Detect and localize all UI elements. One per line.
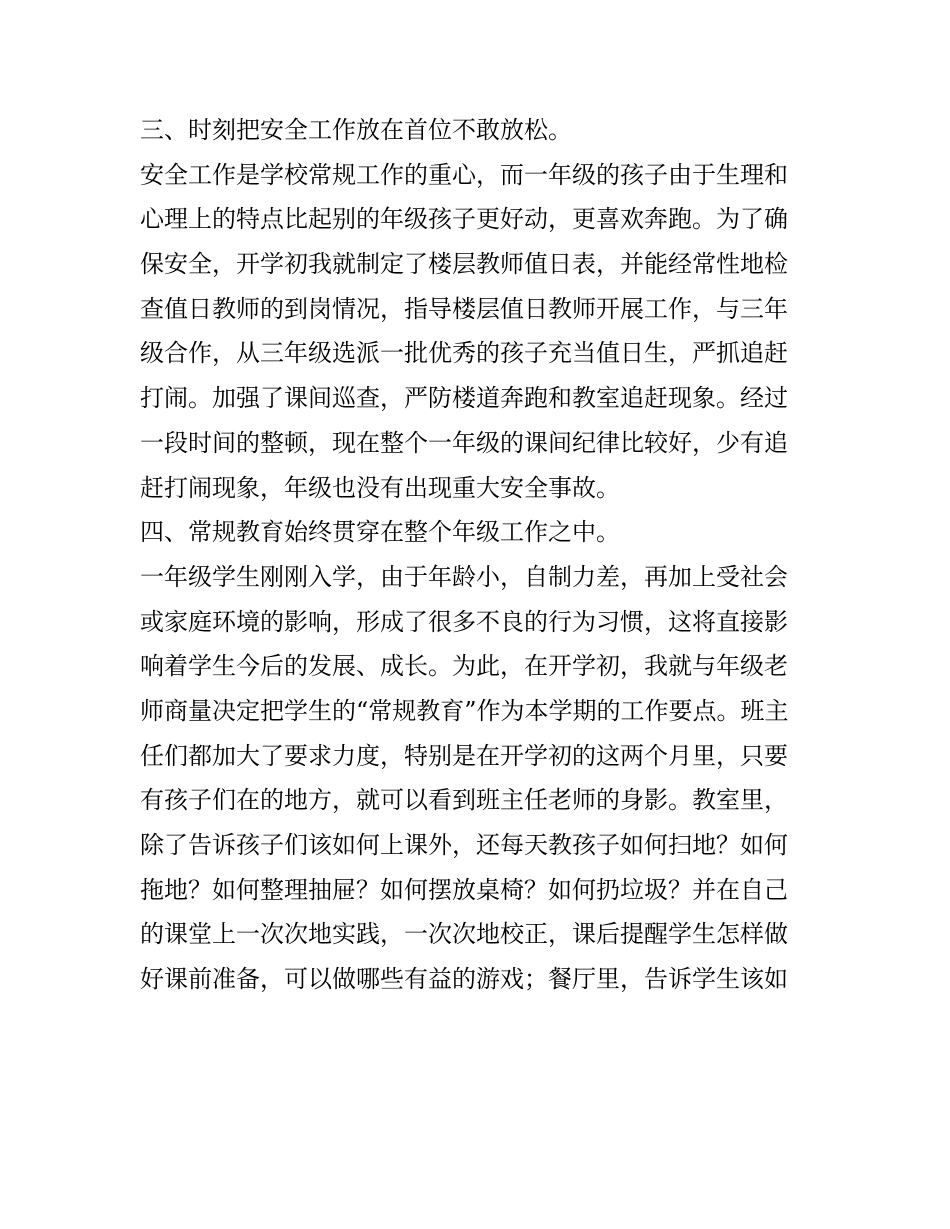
text-line: 安全工作是学校常规工作的重心，而一年级的孩子由于生理和 [140, 160, 788, 189]
text-line: 心理上的特点比起别的年级孩子更好动，更喜欢奔跑。为了确 [140, 205, 788, 234]
text-line: 好课前准备，可以做哪些有益的游戏；餐厅里，告诉学生该如 [140, 965, 788, 994]
text-line: 师商量决定把学生的“常规教育”作为本学期的工作要点。班主 [140, 696, 789, 725]
text-line: 一年级学生刚刚入学，由于年龄小，自制力差，再加上受社会 [140, 562, 788, 591]
text-line: 查值日教师的到岗情况，指导楼层值日教师开展工作，与三年 [140, 294, 788, 323]
text-line: 有孩子们在的地方，就可以看到班主任老师的身影。教室里， [140, 786, 788, 815]
text-line: 保安全，开学初我就制定了楼层教师值日表，并能经常性地检 [140, 250, 788, 279]
text-line: 赶打闹现象，年级也没有出现重大安全事故。 [140, 473, 620, 502]
text-line: 级合作，从三年级选派一批优秀的孩子充当值日生，严抓追赶 [140, 339, 788, 368]
text-line: 打闹。加强了课间巡查，严防楼道奔跑和教室追赶现象。经过 [140, 384, 788, 413]
text-line: 或家庭环境的影响，形成了很多不良的行为习惯，这将直接影 [140, 607, 788, 636]
text-line: 一段时间的整顿，现在整个一年级的课间纪律比较好，少有追 [140, 428, 788, 457]
text-line: 除了告诉孩子们该如何上课外，还每天教孩子如何扫地？如何 [140, 831, 788, 859]
body-text [140, 108, 812, 1002]
text-line: 的课堂上一次次地实践，一次次地校正，课后提醒学生怎样做 [140, 920, 788, 949]
section-heading-routine-education: 四、常规教育始终贯穿在整个年级工作之中。 [140, 518, 620, 547]
text-line: 拖地？如何整理抽屉？如何摆放桌椅？如何扔垃圾？并在自己 [140, 875, 788, 904]
text-line: 响着学生今后的发展、成长。为此，在开学初，我就与年级老 [140, 652, 788, 681]
text-line: 任们都加大了要求力度，特别是在开学初的这两个月里，只要 [140, 741, 788, 770]
section-heading-safety: 三、时刻把安全工作放在首位不敢放松。 [140, 116, 572, 144]
